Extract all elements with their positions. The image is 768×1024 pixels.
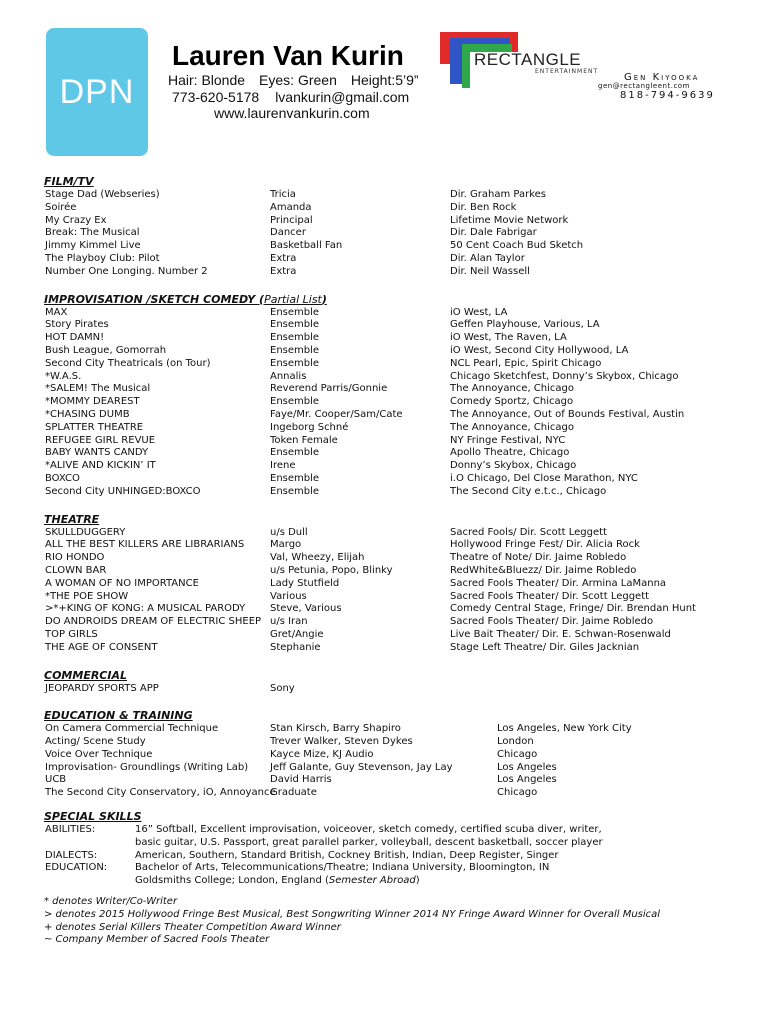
training-row-col-1: Voice Over Technique bbox=[45, 748, 153, 760]
credit-row-col-3: The Second City e.t.c., Chicago bbox=[450, 485, 607, 497]
credit-row-col-2: Token Female bbox=[270, 434, 338, 446]
credit-row-col-1: My Crazy Ex bbox=[45, 214, 107, 226]
credit-row bbox=[44, 591, 744, 604]
credit-row-col-3: The Annoyance, Out of Bounds Festival, Austin bbox=[450, 408, 685, 420]
contact-line bbox=[172, 89, 425, 105]
training-row bbox=[44, 762, 744, 775]
credit-row-col-2: Val, Wheezy, Elijah bbox=[270, 552, 365, 564]
training-row-col-2: Jeff Galante, Guy Stevenson, Jay Lay bbox=[270, 761, 453, 773]
training-row-col-3: Chicago bbox=[497, 787, 538, 799]
credit-row bbox=[44, 629, 744, 642]
credit-row-col-2: Ensemble bbox=[270, 472, 320, 484]
credit-row-col-1: Number One Longing. Number 2 bbox=[45, 265, 208, 277]
credit-row-col-3: Apollo Theatre, Chicago bbox=[450, 447, 570, 459]
credit-row bbox=[44, 215, 744, 228]
section-skills bbox=[44, 810, 744, 888]
section-improv bbox=[44, 293, 744, 499]
training-row-col-1: The Second City Conservatory, iO, Annoyance bbox=[45, 787, 276, 799]
credit-row-col-3: Dir. Dale Fabrigar bbox=[450, 227, 537, 239]
skills-row bbox=[44, 824, 744, 837]
agent-phone: 818-794-9639 bbox=[620, 90, 715, 101]
credit-row-col-3: Comedy Central Stage, Fringe/ Dir. Brendan Hunt bbox=[450, 603, 696, 615]
credit-row-col-1: Second City Theatricals (on Tour) bbox=[45, 357, 211, 369]
section-title: THEATRE bbox=[44, 512, 100, 526]
physical-stats bbox=[168, 72, 433, 88]
credit-row-col-3: Geffen Playhouse, Various, LA bbox=[450, 319, 600, 331]
credit-row-col-3: Comedy Sportz, Chicago bbox=[450, 396, 574, 408]
credit-row-col-3: Chicago Sketchfest, Donny’s Skybox, Chicago bbox=[450, 370, 679, 382]
credit-row-col-1: *SALEM! The Musical bbox=[45, 383, 151, 395]
credit-list bbox=[44, 307, 744, 499]
credit-row bbox=[44, 266, 744, 279]
credit-row-col-3: Theatre of Note/ Dir. Jaime Robledo bbox=[450, 552, 627, 564]
credit-row-col-1: SPLATTER THEATRE bbox=[45, 421, 144, 433]
footnote: > denotes 2015 Hollywood Fringe Best Musical, Best Songwriting Winner 2014 NY Fringe Award Winner for Overall Musical bbox=[44, 908, 661, 920]
credit-row-col-2: Ensemble bbox=[270, 485, 320, 497]
credit-row-col-2: u/s Petunia, Popo, Blinky bbox=[270, 564, 393, 576]
training-row-col-2: Graduate bbox=[270, 787, 317, 799]
credit-row-col-1: CLOWN BAR bbox=[45, 564, 107, 576]
credit-row bbox=[44, 578, 744, 591]
training-row bbox=[44, 774, 744, 787]
section-commercial bbox=[44, 669, 744, 696]
training-row-col-1: On Camera Commercial Technique bbox=[45, 723, 219, 735]
credit-row-col-3: Donny’s Skybox, Chicago bbox=[450, 460, 577, 472]
credit-row-col-1: MAX bbox=[45, 306, 68, 318]
credit-row-col-3: RedWhite&Bluezz/ Dir. Jaime Robledo bbox=[450, 564, 637, 576]
section-title: EDUCATION & TRAINING bbox=[44, 709, 193, 723]
training-row-col-1: UCB bbox=[45, 774, 67, 786]
credit-row bbox=[44, 603, 744, 616]
credit-row-col-3: NCL Pearl, Epic, Spirit Chicago bbox=[450, 357, 602, 369]
logo-badge bbox=[46, 28, 148, 156]
credit-row-col-1: Bush League, Gomorrah bbox=[45, 344, 167, 356]
credit-row-col-2: Extra bbox=[270, 265, 297, 277]
section-film-tv bbox=[44, 175, 744, 279]
credit-row bbox=[44, 486, 744, 499]
credit-row-col-3: Sacred Fools Theater/ Dir. Scott Leggett bbox=[450, 590, 650, 602]
training-row-col-2: David Harris bbox=[270, 774, 332, 786]
credit-row-col-2: Basketball Fan bbox=[270, 240, 343, 252]
skills-row-col-2: 16” Softball, Excellent improvisation, voiceover, sketch comedy, certified scuba diver, writer, bbox=[135, 824, 602, 836]
credit-row-col-3: Stage Left Theatre/ Dir. Giles Jacknian bbox=[450, 641, 640, 653]
credit-row-col-1: A WOMAN OF NO IMPORTANCE bbox=[45, 577, 199, 589]
credit-row-col-2: Ensemble bbox=[270, 447, 320, 459]
credit-row bbox=[44, 332, 744, 345]
credit-row-col-1: *MOMMY DEAREST bbox=[45, 396, 140, 408]
credit-row bbox=[44, 383, 744, 396]
credit-row-col-2: Ensemble bbox=[270, 344, 320, 356]
credit-row bbox=[44, 552, 744, 565]
agency-name: RECTANGLE bbox=[474, 50, 582, 69]
credit-row bbox=[44, 422, 744, 435]
credit-row-col-1: BOXCO bbox=[45, 472, 80, 484]
credit-row-col-2: Ensemble bbox=[270, 319, 320, 331]
credit-row-col-1: The Playboy Club: Pilot bbox=[45, 252, 160, 264]
skills-row-col-1: EDUCATION: bbox=[45, 862, 108, 874]
training-row-col-3: Los Angeles bbox=[497, 774, 557, 786]
skills-row-col-2: American, Southern, Standard British, Cockney British, Indian, Deep Register, Singer bbox=[135, 849, 559, 861]
credit-row-col-1: SKULLDUGGERY bbox=[45, 526, 126, 538]
credit-row bbox=[44, 396, 744, 409]
credit-row-col-2: Ensemble bbox=[270, 357, 320, 369]
credit-row-col-2: Dancer bbox=[270, 227, 306, 239]
credit-row-col-3: iO West, LA bbox=[450, 306, 508, 318]
credit-row-col-1: JEOPARDY SPORTS APP bbox=[45, 682, 159, 694]
credit-row-col-3: Dir. Neil Wassell bbox=[450, 265, 530, 277]
credit-row bbox=[44, 253, 744, 266]
credit-row bbox=[44, 189, 744, 202]
stat-eyes: Eyes: Green bbox=[259, 72, 337, 88]
training-row-col-1: Acting/ Scene Study bbox=[45, 736, 146, 748]
phone: 773-620-5178 bbox=[172, 89, 260, 105]
section-title: FILM/TV bbox=[44, 175, 94, 188]
credit-row bbox=[44, 435, 744, 448]
training-row bbox=[44, 723, 744, 736]
credit-row bbox=[44, 240, 744, 253]
section-theatre bbox=[44, 513, 744, 655]
credit-row-col-3: Sacred Fools/ Dir. Scott Leggett bbox=[450, 526, 607, 538]
credit-row bbox=[44, 307, 744, 320]
credit-row-col-1: Stage Dad (Webseries) bbox=[45, 189, 160, 200]
credit-row-col-2: Amanda bbox=[270, 201, 312, 213]
credit-row-col-3: Dir. Ben Rock bbox=[450, 201, 517, 213]
training-row-col-2: Trever Walker, Steven Dykes bbox=[270, 736, 413, 748]
training-row-col-3: London bbox=[497, 736, 534, 748]
credit-row-col-3: NY Fringe Festival, NYC bbox=[450, 434, 566, 446]
skills-row bbox=[44, 862, 744, 875]
section-title-note: Partial List bbox=[264, 292, 322, 306]
agency-subtitle: ENTERTAINMENT bbox=[535, 68, 599, 75]
credit-row-col-2: Irene bbox=[270, 460, 296, 472]
credit-row-col-2: u/s Dull bbox=[270, 526, 308, 538]
training-row-col-1: Improvisation- Groundlings (Writing Lab) bbox=[45, 761, 249, 773]
credit-row-col-3: 50 Cent Coach Bud Sketch bbox=[450, 240, 584, 252]
skills-row-col-1: DIALECTS: bbox=[45, 849, 98, 861]
credit-row-col-2: Margo bbox=[270, 539, 302, 551]
credit-row-col-2: Ensemble bbox=[270, 332, 320, 344]
footnote: * denotes Writer/Co-Writer bbox=[44, 896, 178, 907]
resume-body bbox=[44, 175, 744, 902]
agent-email[interactable]: gen@rectangleent.com bbox=[598, 82, 690, 90]
training-list bbox=[44, 723, 744, 800]
actor-name: Lauren Van Kurin bbox=[172, 40, 404, 71]
skills-row-col-2: basic guitar, U.S. Passport, great parallel parker, volleyball, descent basketball, soccer player bbox=[135, 836, 603, 848]
credit-list bbox=[44, 527, 744, 655]
credit-row-col-2: Stephanie bbox=[270, 641, 321, 653]
credit-row bbox=[44, 409, 744, 422]
credit-row-col-3: iO West, The Raven, LA bbox=[450, 332, 567, 344]
credit-row-col-3: The Annoyance, Chicago bbox=[450, 421, 574, 433]
email-link[interactable]: lvankurin@gmail.com bbox=[275, 89, 410, 105]
training-row-col-3: Chicago bbox=[497, 748, 538, 760]
credit-row-col-1: BABY WANTS CANDY bbox=[45, 447, 149, 459]
credit-row bbox=[44, 358, 744, 371]
website-link[interactable]: www.laurenvankurin.com bbox=[214, 105, 370, 121]
section-education bbox=[44, 709, 744, 800]
credit-row-col-1: Second City UNHINGED:BOXCO bbox=[45, 485, 201, 497]
credit-row-col-1: RIO HONDO bbox=[45, 552, 105, 564]
credit-row bbox=[44, 616, 744, 629]
credit-row-col-3: iO West, Second City Hollywood, LA bbox=[450, 344, 629, 356]
credit-row-col-1: *ALIVE AND KICKIN’ IT bbox=[45, 460, 156, 472]
credit-row bbox=[44, 565, 744, 578]
credit-row-col-1: Break: The Musical bbox=[45, 227, 140, 239]
credit-row-col-2: Gret/Angie bbox=[270, 628, 324, 640]
training-row-col-3: Los Angeles bbox=[497, 761, 557, 773]
section-title: SPECIAL SKILLS bbox=[44, 810, 142, 824]
footnotes bbox=[44, 896, 660, 947]
credit-row-col-2: Steve, Various bbox=[270, 603, 342, 615]
training-row bbox=[44, 736, 744, 749]
skills-list bbox=[44, 824, 744, 875]
stat-hair: Hair: Blonde bbox=[168, 72, 246, 88]
training-row-col-2: Kayce Mize, KJ Audio bbox=[270, 748, 374, 760]
section-title-main: IMPROVISATION /SKETCH COMEDY ( bbox=[44, 292, 265, 306]
credit-row-col-2: Sony bbox=[270, 682, 295, 694]
credit-list bbox=[44, 683, 744, 696]
credit-row-col-3: Dir. Graham Parkes bbox=[450, 189, 547, 200]
credit-row-col-2: Tricia bbox=[270, 189, 296, 200]
credit-row-col-3: The Annoyance, Chicago bbox=[450, 383, 574, 395]
credit-row-col-2: Lady Stutfield bbox=[270, 577, 340, 589]
credit-row-col-3: Sacred Fools Theater/ Dir. Armina LaManna bbox=[450, 577, 667, 589]
credit-row-col-2: Principal bbox=[270, 214, 313, 226]
credit-row-col-1: *CHASING DUMB bbox=[45, 408, 130, 420]
credit-row-col-2: Ingeborg Schné bbox=[270, 421, 349, 433]
training-row bbox=[44, 749, 744, 762]
logo-text: DPN bbox=[59, 72, 135, 111]
credit-row-col-1: HOT DAMN! bbox=[45, 332, 105, 344]
credit-row-col-2: Extra bbox=[270, 252, 297, 264]
credit-row-col-2: Faye/Mr. Cooper/Sam/Cate bbox=[270, 408, 403, 420]
credit-row-col-3: i.O Chicago, Del Close Marathon, NYC bbox=[450, 472, 638, 484]
footnote: + denotes Serial Killers Theater Competition Award Winner bbox=[44, 921, 341, 933]
section-title bbox=[44, 293, 744, 307]
credit-row-col-1: Jimmy Kimmel Live bbox=[45, 240, 141, 252]
skills-row: Goldsmiths College; London, England (Semester Abroad) bbox=[135, 875, 420, 887]
credit-row bbox=[44, 345, 744, 358]
footnote: ~ Company Member of Sacred Fools Theater bbox=[44, 934, 270, 946]
credit-row-col-3: Hollywood Fringe Fest/ Dir. Alicia Rock bbox=[450, 539, 640, 551]
credit-row-col-3: Sacred Fools Theater/ Dir. Jaime Robledo bbox=[450, 616, 654, 628]
credit-row-col-2: Reverend Parris/Gonnie bbox=[270, 383, 388, 395]
credit-row-col-2: Various bbox=[270, 590, 307, 602]
skills-row bbox=[44, 837, 744, 850]
stat-height: Height:5’9” bbox=[350, 72, 419, 88]
credit-row-col-2: Ensemble bbox=[270, 306, 320, 318]
credit-row-col-1: TOP GIRLS bbox=[45, 628, 98, 640]
credit-row bbox=[44, 371, 744, 384]
credit-row-col-3: Dir. Alan Taylor bbox=[450, 252, 525, 264]
credit-row bbox=[44, 227, 744, 240]
skills-row-col-1: ABILITIES: bbox=[45, 824, 96, 836]
section-title-close: ) bbox=[321, 292, 327, 306]
credit-row bbox=[44, 447, 744, 460]
credit-row-col-1: *W.A.S. bbox=[45, 370, 82, 382]
credit-row-col-2: u/s Iran bbox=[270, 616, 308, 628]
agent-name: Gen Kiyooka bbox=[624, 72, 700, 83]
credit-row bbox=[44, 319, 744, 332]
credit-row-col-1: DO ANDROIDS DREAM OF ELECTRIC SHEEP bbox=[45, 616, 262, 628]
credit-row bbox=[44, 642, 744, 655]
training-row bbox=[44, 787, 744, 800]
skills-row-col-2: Bachelor of Arts, Telecommunications/Theatre; Indiana University, Bloomington, IN bbox=[135, 862, 550, 874]
credit-row bbox=[44, 460, 744, 473]
credit-row-col-2: Ensemble bbox=[270, 396, 320, 408]
credit-row bbox=[44, 202, 744, 215]
credit-row bbox=[44, 539, 744, 552]
training-row-col-3: Los Angeles, New York City bbox=[497, 723, 632, 735]
credit-row bbox=[44, 683, 744, 696]
section-title: COMMERCIAL bbox=[44, 668, 127, 682]
credit-row-col-3: Live Bait Theater/ Dir. E. Schwan-Rosenwald bbox=[450, 628, 671, 640]
credit-row-col-1: Soirée bbox=[45, 201, 77, 213]
credit-row-col-2: Annalis bbox=[270, 370, 307, 382]
skills-row bbox=[44, 850, 744, 863]
training-row-col-2: Stan Kirsch, Barry Shapiro bbox=[270, 723, 401, 735]
credit-row-col-3: Lifetime Movie Network bbox=[450, 214, 569, 226]
credit-row-col-1: THE AGE OF CONSENT bbox=[45, 641, 158, 653]
credit-row-col-1: *THE POE SHOW bbox=[45, 590, 129, 602]
credit-row bbox=[44, 473, 744, 486]
credit-row-col-1: >*+KING OF KONG: A MUSICAL PARODY bbox=[45, 603, 246, 615]
credit-list bbox=[44, 189, 744, 279]
credit-row-col-1: ALL THE BEST KILLERS ARE LIBRARIANS bbox=[45, 539, 245, 551]
credit-row-col-1: Story Pirates bbox=[45, 319, 109, 331]
credit-row bbox=[44, 527, 744, 540]
credit-row-col-1: REFUGEE GIRL REVUE bbox=[45, 434, 156, 446]
